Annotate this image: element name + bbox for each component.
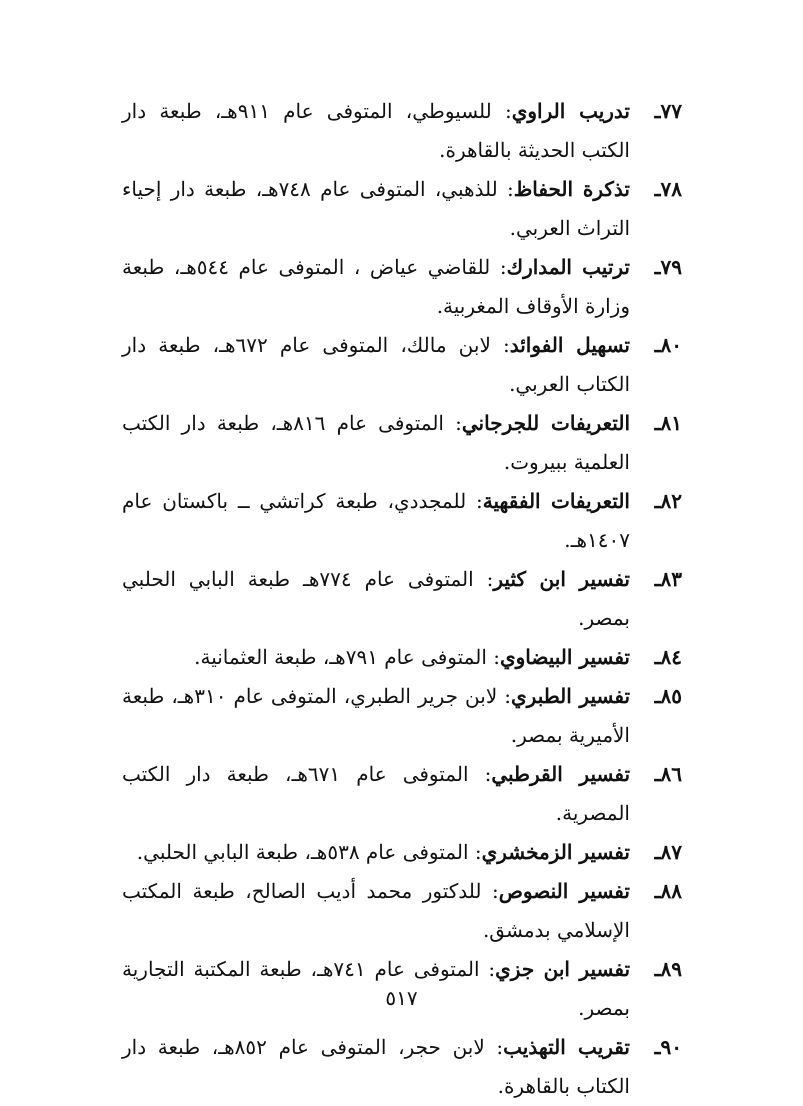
bibliography-entry-82 — [122, 482, 682, 560]
entry-details: : المتوفى عام ٧٤١هـ، طبعة المكتبة التجارية بمصر. — [122, 957, 630, 1020]
entry-number: ٧٨ـ — [654, 177, 682, 201]
entry-title: تفسير القرطبي — [491, 762, 631, 786]
entry-details: : لابن حجر، المتوفى عام ٨٥٢هـ، طبعة دار الكتاب بالقاهرة. — [122, 1035, 630, 1098]
bibliography-entry-87 — [122, 833, 682, 872]
entry-details: : للسيوطي، المتوفى عام ٩١١هـ، طبعة دار الكتب الحديثة بالقاهرة. — [122, 99, 630, 162]
entry-details: : المتوفى عام ٧٩١هـ، طبعة العثمانية. — [194, 645, 500, 669]
entry-title: تفسير ابن جزي — [495, 957, 631, 981]
entry-number: ٨١ـ — [654, 411, 682, 435]
entry-number: ٨٤ـ — [654, 645, 682, 669]
entry-number: ٨٢ـ — [654, 489, 682, 513]
entry-details: : للمجددي، طبعة كراتشي ــ باكستان عام ١٤٠٧هـ. — [122, 489, 630, 552]
entry-title: التعريفات الفقهية — [482, 489, 630, 513]
entry-number: ٧٧ـ — [654, 99, 682, 123]
bibliography-entry-83 — [122, 560, 682, 638]
bibliography-entry-86 — [122, 755, 682, 833]
entry-number: ٨٨ـ — [654, 879, 682, 903]
entry-title: تسهيل الفوائد — [509, 333, 630, 357]
bibliography-entry-78 — [122, 170, 682, 248]
entry-title: تدريب الراوي — [511, 99, 630, 123]
bibliography-list — [122, 92, 682, 1106]
entry-number: ٨٣ـ — [654, 567, 682, 591]
entry-title: ترتيب المدارك — [506, 255, 630, 279]
entry-number: ٩٠ـ — [654, 1035, 682, 1059]
entry-number: ٨٥ـ — [654, 684, 682, 708]
bibliography-entry-80 — [122, 326, 682, 404]
entry-number: ٨٩ـ — [654, 957, 682, 981]
bibliography-entry-88 — [122, 872, 682, 950]
entry-title: تذكرة الحفاظ — [513, 177, 630, 201]
entry-details: : المتوفى عام ٨١٦هـ، طبعة دار الكتب العلمية ببيروت. — [122, 411, 630, 474]
bibliography-entry-77 — [122, 92, 682, 170]
bibliography-entry-84 — [122, 638, 682, 677]
entry-title: تفسير البيضاوي — [499, 645, 630, 669]
entry-details: : للدكتور محمد أديب الصالح، طبعة المكتب الإسلامي بدمشق. — [122, 879, 630, 942]
entry-details: : لابن جرير الطبري، المتوفى عام ٣١٠هـ، طبعة الأميرية بمصر. — [122, 684, 630, 747]
entry-details: : للقاضي عياض ، المتوفى عام ٥٤٤هـ، طبعة وزارة الأوقاف المغربية. — [122, 255, 630, 318]
entry-number: ٨٦ـ — [654, 762, 682, 786]
entry-details: : المتوفى عام ٦٧١هـ، طبعة دار الكتب المصرية. — [122, 762, 630, 825]
bibliography-entry-81 — [122, 404, 682, 482]
entry-title: تقريب التهذيب — [503, 1035, 630, 1059]
entry-details: : المتوفى عام ٧٧٤هـ طبعة البابي الحلبي بمصر. — [122, 567, 630, 630]
page-number: ٥١٧ — [385, 986, 418, 1010]
entry-details: : للذهبي، المتوفى عام ٧٤٨هـ، طبعة دار إحياء التراث العربي. — [122, 177, 630, 240]
bibliography-entry-90 — [122, 1028, 682, 1106]
entry-details: : لابن مالك، المتوفى عام ٦٧٢هـ، طبعة دار الكتاب العربي. — [122, 333, 630, 396]
entry-details: : المتوفى عام ٥٣٨هـ، طبعة البابي الحلبي. — [136, 840, 482, 864]
bibliography-entry-79 — [122, 248, 682, 326]
bibliography-entry-85 — [122, 677, 682, 755]
entry-title: تفسير الطبري — [511, 684, 631, 708]
entry-title: تفسير ابن كثير — [493, 567, 630, 591]
entry-title: التعريفات للجرجاني — [461, 411, 630, 435]
entry-title: تفسير النصوص — [498, 879, 630, 903]
entry-title: تفسير الزمخشري — [481, 840, 630, 864]
entry-number: ٧٩ـ — [654, 255, 682, 279]
entry-number: ٨٧ـ — [654, 840, 682, 864]
entry-number: ٨٠ـ — [654, 333, 682, 357]
